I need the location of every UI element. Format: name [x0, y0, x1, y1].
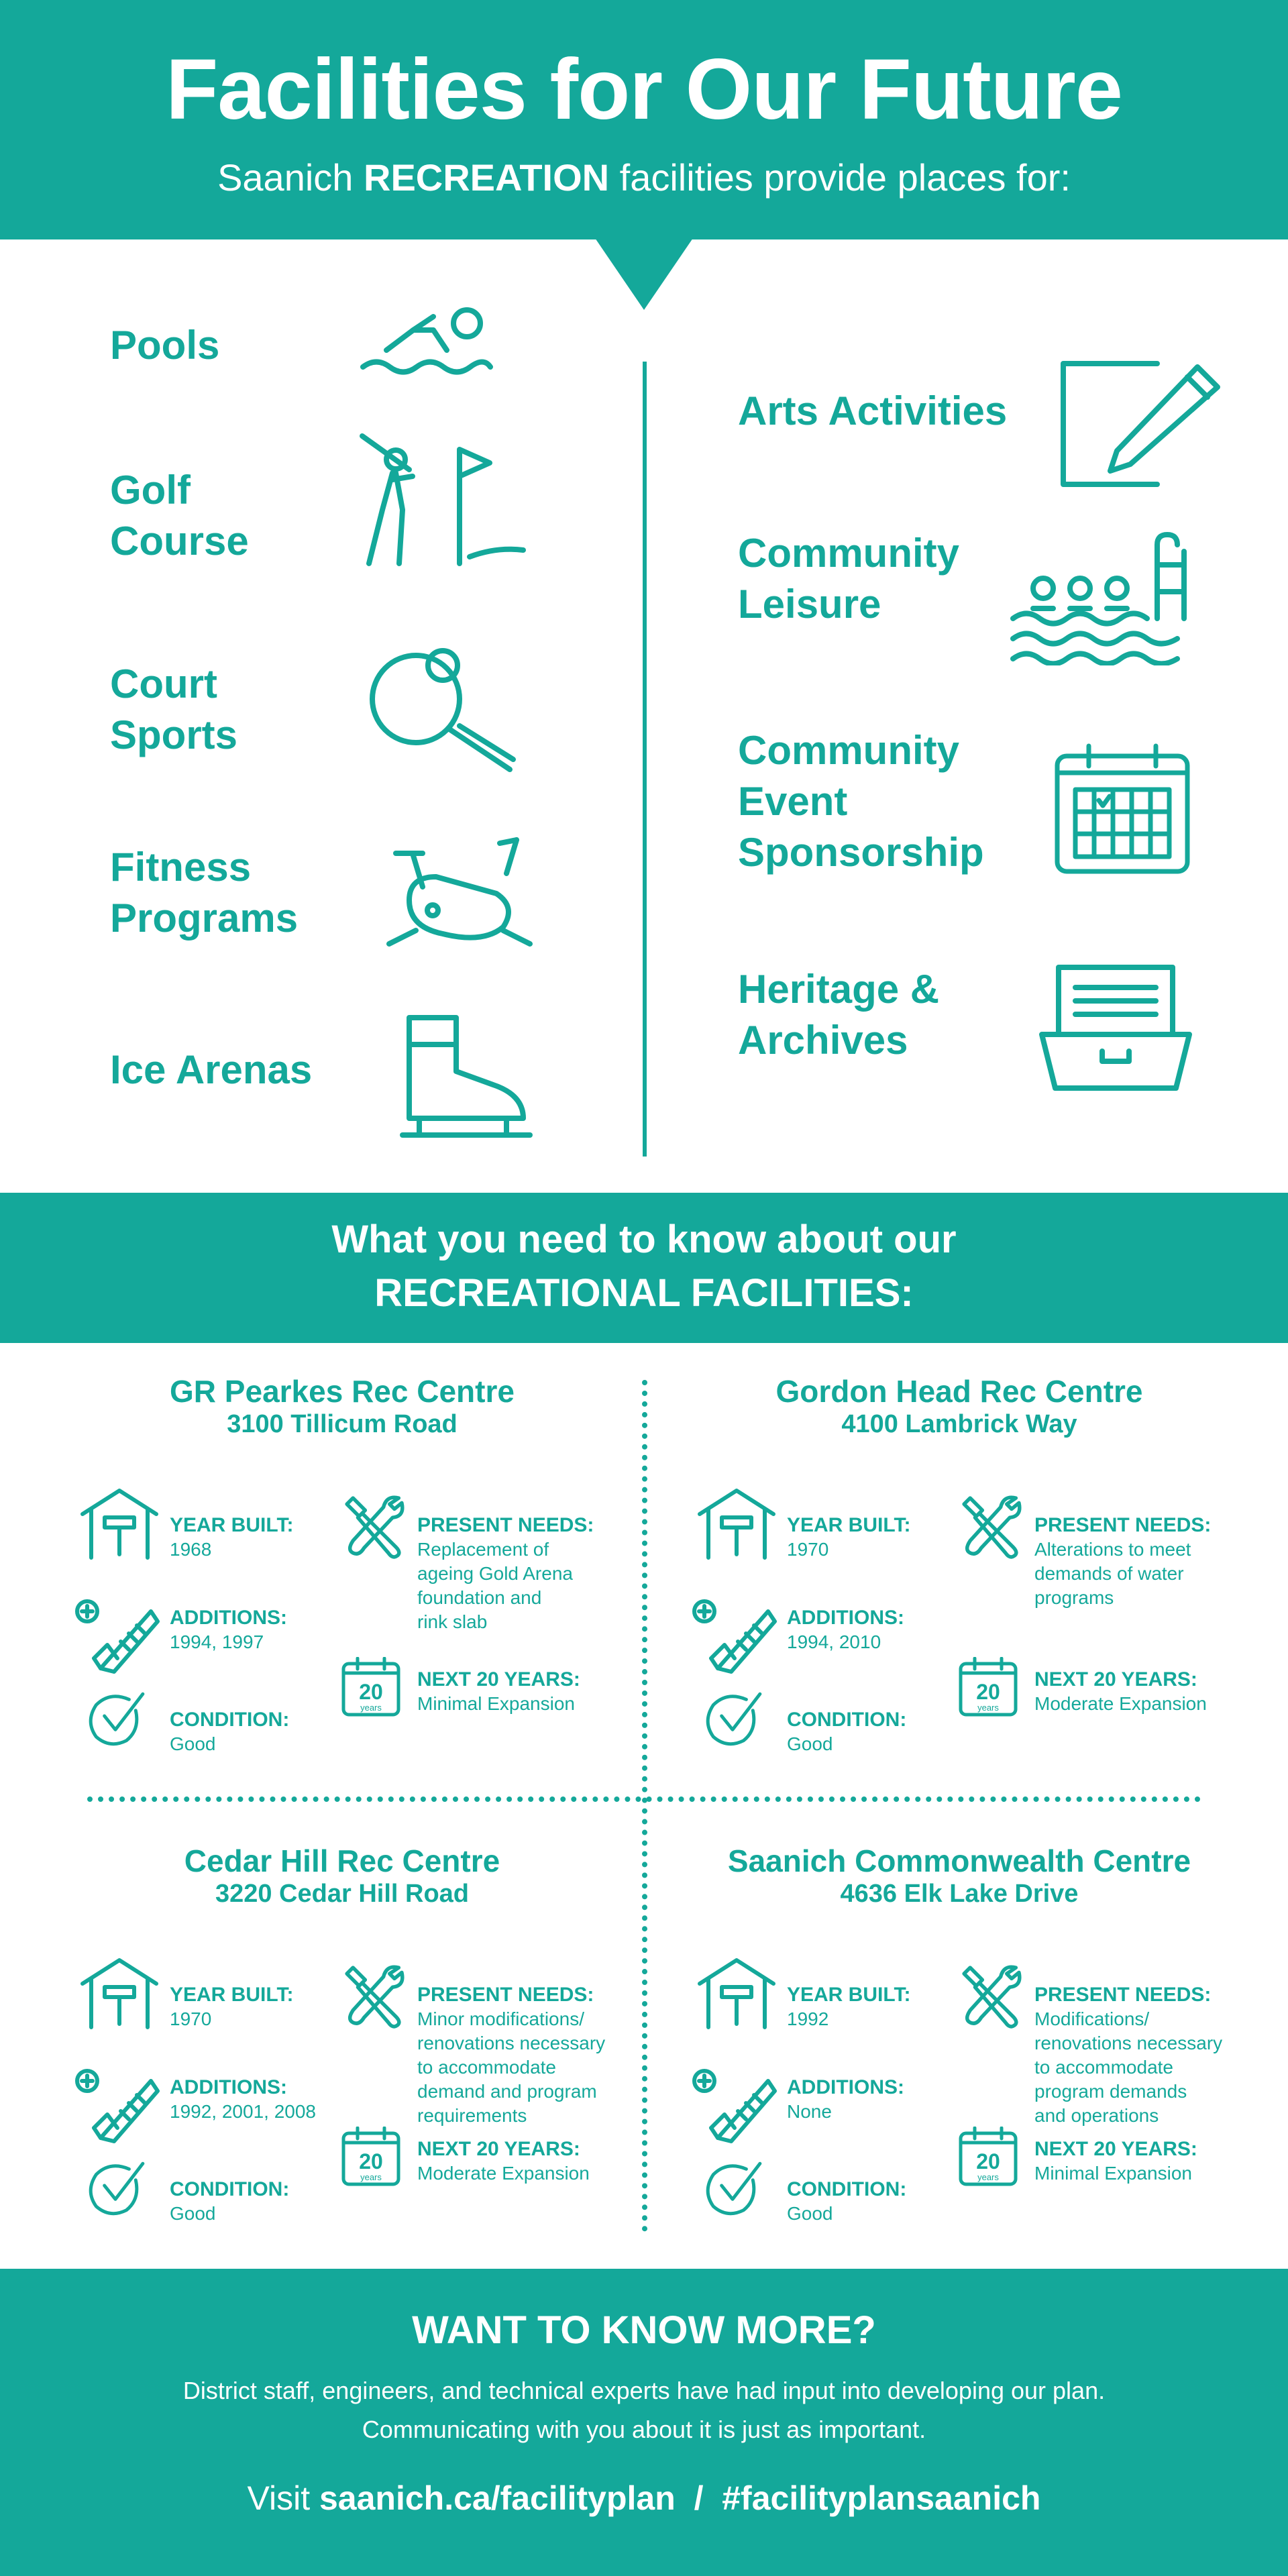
- present-needs-line: and operations: [1034, 2105, 1159, 2126]
- amenities-section: [0, 239, 1288, 1193]
- next-20-value: Minimal Expansion: [417, 1693, 575, 1714]
- calendar-number: 20: [976, 2149, 1000, 2174]
- present-needs-line: Alterations to meet: [1034, 1539, 1191, 1560]
- amenity-label-fitness-text: Fitness Programs: [110, 845, 299, 941]
- footer-line-1: District staff, engineers, and technical experts have had input into developing our plan.: [182, 2377, 1106, 2404]
- condition-value: Good: [170, 2203, 216, 2224]
- year-built-value: 1992: [787, 2008, 829, 2029]
- amenity-label-golf-text: Golf Course: [110, 468, 249, 564]
- house-hammer-icon: [79, 1487, 160, 1561]
- present-needs-line: renovations necessary: [1034, 2033, 1223, 2053]
- amenity-label-heritage-text: Heritage & Archives: [738, 967, 940, 1063]
- present-needs-value: [1034, 1538, 1191, 1610]
- footer-text: [0, 2371, 1288, 2449]
- present-needs-line: ageing Gold Arena: [417, 1563, 573, 1584]
- saw-plus-icon: [74, 2064, 161, 2145]
- checkmark-icon: [85, 1688, 146, 1749]
- calendar-icon: [1052, 743, 1193, 877]
- tools-icon: [958, 1962, 1025, 2029]
- additions-value: 1992, 2001, 2008: [170, 2101, 316, 2122]
- checkmark-icon: [702, 2158, 763, 2218]
- additions-label: ADDITIONS:: [170, 1607, 287, 1629]
- golfer-icon: [356, 429, 530, 570]
- condition-value: Good: [787, 2203, 833, 2224]
- year-built-label: YEAR BUILT:: [170, 1514, 294, 1536]
- calendar-number: 20: [976, 1680, 1000, 1704]
- facility-address: 3100 Tillicum Road: [227, 1410, 458, 1438]
- additions-label: ADDITIONS:: [787, 1607, 904, 1629]
- amenity-label-pools: Pools: [110, 323, 220, 368]
- present-needs-line: foundation and: [417, 1587, 542, 1608]
- calendar-number: 20: [359, 2149, 383, 2174]
- page-subtitle: [0, 156, 1288, 199]
- year-built-label: YEAR BUILT:: [170, 1984, 294, 2006]
- present-needs-line: to accommodate: [1034, 2057, 1173, 2078]
- amenity-label-event: [738, 725, 1033, 878]
- facility-card: [27, 1343, 657, 1772]
- exercise-bike-icon: [382, 833, 537, 951]
- year-built-value: 1968: [170, 1539, 212, 1560]
- amenity-label-golf: [110, 465, 284, 567]
- present-needs-value: [417, 2007, 605, 2128]
- tools-icon: [958, 1492, 1025, 1559]
- amenity-label-event-text: Community Event Sponsorship: [738, 728, 984, 875]
- twenty-years-calendar-icon: [958, 2127, 1018, 2187]
- column-divider: [643, 362, 647, 1157]
- next-20-label: NEXT 20 YEARS:: [1034, 1668, 1197, 1690]
- present-needs-line: Minor modifications/: [417, 2008, 584, 2029]
- next-20-label: NEXT 20 YEARS:: [1034, 2138, 1197, 2160]
- present-needs-line: Replacement of: [417, 1539, 549, 1560]
- condition-label: CONDITION:: [170, 2178, 290, 2200]
- condition-label: CONDITION:: [170, 1709, 290, 1731]
- amenity-label-ice: Ice Arenas: [110, 1047, 313, 1092]
- pencil-paper-icon: [1057, 357, 1224, 491]
- twenty-years-calendar-icon: [958, 1657, 1018, 1717]
- present-needs-label: PRESENT NEEDS:: [1034, 1984, 1212, 2006]
- additions-label: ADDITIONS:: [787, 2076, 904, 2098]
- swimmer-icon: [360, 303, 494, 384]
- facility-address: 4100 Lambrick Way: [841, 1410, 1077, 1438]
- facilities-banner-line-2: RECREATIONAL FACILITIES:: [374, 1271, 914, 1315]
- present-needs-line: requirements: [417, 2105, 527, 2126]
- present-needs-value: [1034, 2007, 1222, 2128]
- visit-label: Visit: [247, 2479, 319, 2517]
- facilities-banner-line-1: What you need to know about our: [331, 1218, 957, 1261]
- tools-icon: [341, 1962, 408, 2029]
- calendar-number: 20: [359, 1680, 383, 1704]
- facility-address: 3220 Cedar Hill Road: [215, 1880, 470, 1908]
- present-needs-label: PRESENT NEEDS:: [417, 1984, 594, 2006]
- amenity-label-court-text: Court Sports: [110, 661, 238, 757]
- amenity-label-heritage: [738, 964, 993, 1066]
- horizontal-dotted-divider: [87, 1796, 1201, 1802]
- calendar-word: years: [360, 1703, 382, 1713]
- next-20-value: Moderate Expansion: [417, 2163, 590, 2184]
- calendar-word: years: [360, 2172, 382, 2182]
- year-built-value: 1970: [170, 2008, 212, 2029]
- additions-value: 1994, 1997: [170, 1631, 264, 1652]
- house-hammer-icon: [696, 1487, 777, 1561]
- header-banner: [0, 0, 1288, 239]
- house-hammer-icon: [696, 1957, 777, 2031]
- next-20-label: NEXT 20 YEARS:: [417, 2138, 580, 2160]
- condition-value: Good: [787, 1733, 833, 1754]
- saw-plus-icon: [691, 1595, 778, 1675]
- amenity-label-court: [110, 659, 284, 761]
- condition-label: CONDITION:: [787, 1709, 907, 1731]
- facility-plan-link[interactable]: saanich.ca/facilityplan: [319, 2479, 676, 2517]
- additions-value: 1994, 2010: [787, 1631, 881, 1652]
- tools-icon: [341, 1492, 408, 1559]
- calendar-word: years: [977, 2172, 999, 2182]
- present-needs-value: [417, 1538, 573, 1634]
- present-needs-label: PRESENT NEEDS:: [417, 1514, 594, 1536]
- footer-heading: WANT TO KNOW MORE?: [412, 2308, 876, 2352]
- present-needs-line: demands of water: [1034, 1563, 1184, 1584]
- facility-card: [644, 1813, 1275, 2242]
- subtitle-bold: RECREATION: [364, 156, 610, 199]
- archive-drawer-icon: [1038, 961, 1193, 1095]
- facilities-section: [0, 1343, 1288, 2269]
- amenity-label-arts: Arts Activities: [738, 388, 1008, 433]
- facility-card: [644, 1343, 1275, 1772]
- next-20-value: Minimal Expansion: [1034, 2163, 1192, 2184]
- amenity-label-leisure: [738, 528, 993, 630]
- facility-name: Saanich Commonwealth Centre: [727, 1843, 1191, 1878]
- amenity-label-fitness: [110, 842, 352, 944]
- year-built-label: YEAR BUILT:: [787, 1514, 911, 1536]
- present-needs-line: to accommodate: [417, 2057, 556, 2078]
- next-20-value: Moderate Expansion: [1034, 1693, 1207, 1714]
- page-title: Facilities for Our Future: [166, 42, 1122, 138]
- condition-label: CONDITION:: [787, 2178, 907, 2200]
- footer-line-2: Communicating with you about it is just as important.: [362, 2416, 926, 2443]
- present-needs-line: demand and program: [417, 2081, 597, 2102]
- twenty-years-calendar-icon: [341, 1657, 401, 1717]
- facility-card: [27, 1813, 657, 2242]
- checkmark-icon: [702, 1688, 763, 1749]
- racquet-icon: [366, 645, 520, 780]
- facility-address: 4636 Elk Lake Drive: [840, 1880, 1079, 1908]
- subtitle-text-end: facilities provide places for:: [609, 156, 1071, 199]
- footer-visit: [0, 2479, 1288, 2518]
- ice-skate-icon: [399, 1011, 533, 1145]
- present-needs-line: programs: [1034, 1587, 1114, 1608]
- condition-value: Good: [170, 1733, 216, 1754]
- hashtag-link[interactable]: #facilityplansaanich: [722, 2479, 1041, 2517]
- visit-separator: /: [675, 2479, 722, 2517]
- saw-plus-icon: [691, 2064, 778, 2145]
- present-needs-line: program demands: [1034, 2081, 1187, 2102]
- twenty-years-calendar-icon: [341, 2127, 401, 2187]
- house-hammer-icon: [79, 1957, 160, 2031]
- additions-value: None: [787, 2101, 832, 2122]
- year-built-value: 1970: [787, 1539, 829, 1560]
- present-needs-line: renovations necessary: [417, 2033, 606, 2053]
- present-needs-line: rink slab: [417, 1611, 488, 1632]
- saw-plus-icon: [74, 1595, 161, 1675]
- facility-name: GR Pearkes Rec Centre: [170, 1374, 515, 1409]
- pool-people-icon: [1010, 531, 1191, 665]
- present-needs-label: PRESENT NEEDS:: [1034, 1514, 1212, 1536]
- calendar-word: years: [977, 1703, 999, 1713]
- footer-banner: [0, 2269, 1288, 2576]
- amenity-label-leisure-text: Community Leisure: [738, 531, 959, 627]
- subtitle-text: Saanich: [217, 156, 364, 199]
- additions-label: ADDITIONS:: [170, 2076, 287, 2098]
- year-built-label: YEAR BUILT:: [787, 1984, 911, 2006]
- next-20-label: NEXT 20 YEARS:: [417, 1668, 580, 1690]
- checkmark-icon: [85, 2158, 146, 2218]
- facility-name: Cedar Hill Rec Centre: [184, 1843, 500, 1878]
- present-needs-line: Modifications/: [1034, 2008, 1150, 2029]
- facilities-banner: [0, 1193, 1288, 1343]
- facility-name: Gordon Head Rec Centre: [775, 1374, 1143, 1409]
